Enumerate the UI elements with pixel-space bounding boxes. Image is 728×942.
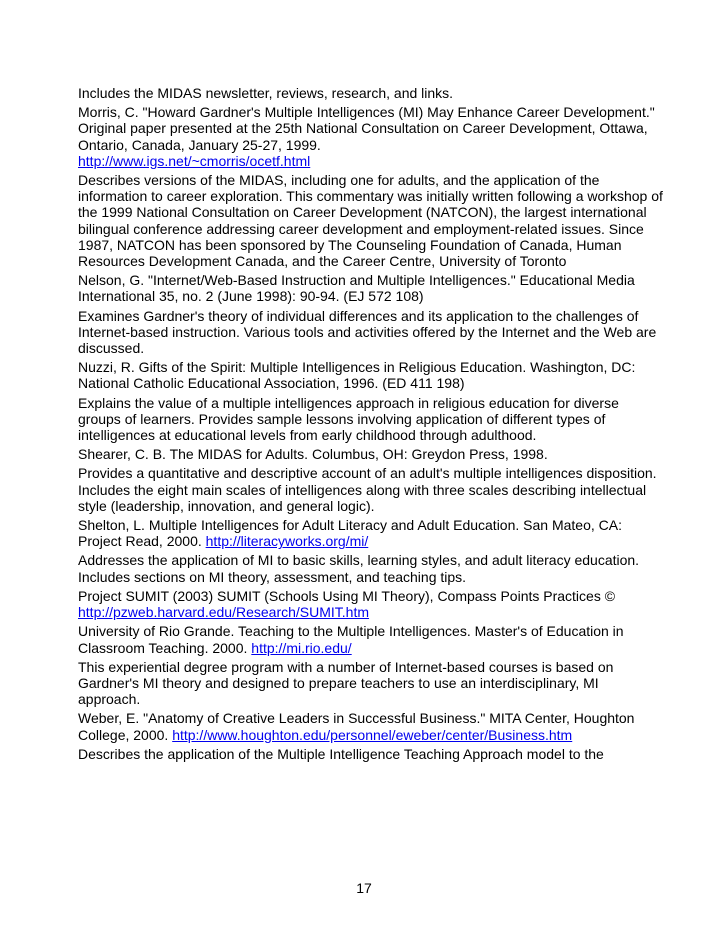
paragraph-text: This experiential degree program with a number of Internet-based courses is based on Gardner's MI theory and designed to prepare teachers to use an interdisciplinary, MI approach.: [78, 658, 614, 708]
reference-link[interactable]: http://www.igs.net/~cmorris/ocetf.html: [78, 152, 311, 169]
reference-paragraph: [78, 104, 663, 169]
reference-link[interactable]: http://pzweb.harvard.edu/Research/SUMIT.htm: [78, 604, 370, 621]
page-number: 17: [356, 880, 372, 896]
reference-paragraph: [78, 517, 663, 549]
reference-paragraph: [78, 623, 663, 655]
paragraph-text: Project SUMIT (2003) SUMIT (Schools Using MI Theory), Compass Points Practices ©: [78, 587, 616, 604]
paragraph-text: Explains the value of a multiple intelligences approach in religious education for diverse groups of learners. Provides sample lessons involving application of different types of intelligences at educational levels from early childhood through adulthood.: [78, 394, 619, 444]
paragraph-text: Includes the MIDAS newsletter, reviews, research, and links.: [78, 85, 454, 101]
paragraph-text: Addresses the application of MI to basic skills, learning styles, and adult literacy education. Includes sections on MI theory, assessment, and teaching tips.: [78, 552, 640, 585]
paragraph-text: Shearer, C. B. The MIDAS for Adults. Columbus, OH: Greydon Press, 1998.: [78, 446, 548, 463]
paragraph-text: University of Rio Grande. Teaching to the Multiple Intelligences. Master's of Education in Classroom Teaching. 2000.: [78, 623, 624, 656]
reference-paragraph: [78, 272, 663, 304]
reference-paragraph: [78, 746, 663, 762]
reference-paragraph: [78, 710, 663, 742]
reference-paragraph: [78, 465, 663, 514]
paragraph-text: Nuzzi, R. Gifts of the Spirit: Multiple Intelligences in Religious Education. Washington, DC: National Catholic Educational Association, 1996. (ED 411 198): [78, 359, 636, 392]
reference-link[interactable]: http://www.houghton.edu/personnel/eweber/center/Business.htm: [172, 726, 573, 743]
paragraph-text: Examines Gardner's theory of individual differences and its application to the challenges of Internet-based instruction. Various tools and activities offered by the Internet and the Web are discussed.: [78, 307, 657, 357]
reference-paragraph: [78, 172, 663, 269]
paragraph-text: Morris, C. "Howard Gardner's Multiple Intelligences (MI) May Enhance Career Development." Original paper presented at the 25th National Consultation on Career Development, Ottawa, Ontario, Canada, January 25-27, 1999.: [78, 104, 655, 153]
reference-paragraph: [78, 308, 663, 357]
reference-paragraph: [78, 446, 663, 462]
reference-paragraph: [78, 659, 663, 708]
paragraph-text: Describes the application of the Multiple Intelligence Teaching Approach model to the: [78, 745, 604, 762]
reference-link[interactable]: http://literacyworks.org/mi/: [205, 533, 369, 550]
paragraph-text: Shelton, L. Multiple Intelligences for Adult Literacy and Adult Education. San Mateo, CA: Project Read, 2000.: [78, 517, 622, 550]
reference-paragraph: [78, 588, 663, 620]
paragraph-text: Weber, E. "Anatomy of Creative Leaders in Successful Business." MITA Center, Houghton College, 2000.: [78, 710, 635, 743]
reference-paragraph: [78, 552, 663, 584]
reference-paragraph: [78, 395, 663, 444]
paragraph-text: Describes versions of the MIDAS, including one for adults, and the application of the information to career exploration. This commentary was initially written following a workshop of the 1999 National Consultation on Career Development (NATCON), the largest international bilingual conference addressing career development and employment-related issues. Since 1987, NATCON has been sponsored by The Counseling Foundation of Canada, Human Resources Development Canada, and the Career Centre, University of Toronto: [78, 172, 663, 270]
paragraph-text: Provides a quantitative and descriptive account of an adult's multiple intelligences disposition. Includes the eight main scales of intelligences along with three scales describing intellectual style (leadership, innovation, and general logic).: [78, 465, 657, 514]
document-body: [78, 85, 663, 765]
reference-paragraph: [78, 85, 663, 101]
paragraph-text: Nelson, G. "Internet/Web-Based Instruction and Multiple Intelligences." Educational Media International 35, no. 2 (June 1998): 90-94. (EJ 572 108): [78, 272, 635, 305]
reference-link[interactable]: http://mi.rio.edu/: [251, 639, 352, 656]
reference-paragraph: [78, 359, 663, 391]
